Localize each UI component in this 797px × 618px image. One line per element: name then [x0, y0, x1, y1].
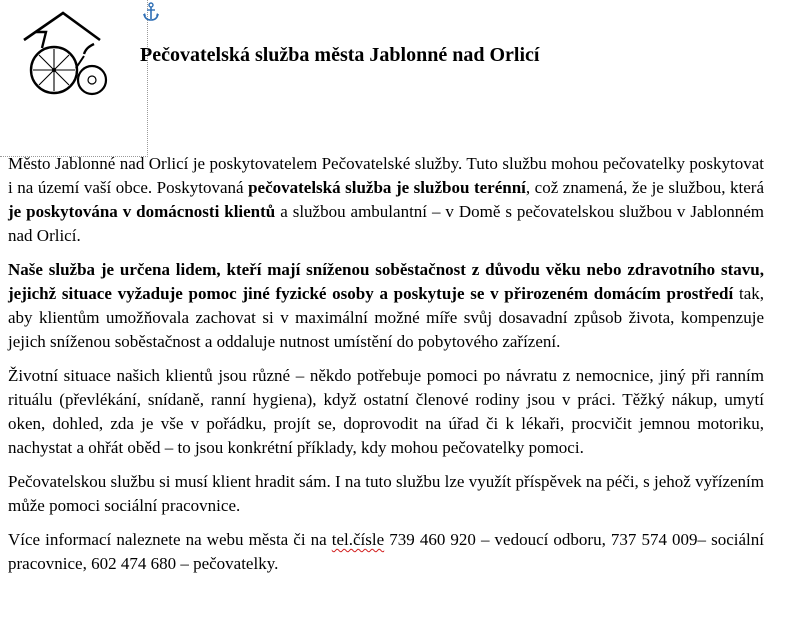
paragraph-bold-text: je poskytována v domácnosti klientů [8, 202, 276, 221]
care-service-logo-icon [20, 10, 120, 100]
paragraph-text: Město Jablonné nad Orlicí je poskytovatelem Pečovatelské služby. Tuto službu mohou pečovatelky poskytovat i na území vaší obce. Poskytovaná [8, 154, 764, 197]
logo-frame[interactable] [0, 0, 148, 157]
paragraph-text: tak, aby klientům umožňovala zachovat si v maximální možné míře svůj dosavadní způsob života, kompenzuje jejich sníženou soběstačnost a oddaluje nutnost umístění do pobytového zařízení. [8, 284, 764, 351]
paragraph-bold-text: pečovatelská služba je službou terénní [248, 178, 526, 197]
paragraph [8, 470, 764, 518]
paragraph-text: Pečovatelskou službu si musí klient hradit sám. I na tuto službu lze využít příspěvek na péči, s jehož vyřízením může pomoci sociální pracovnice. [8, 472, 764, 515]
paragraph-text: Více informací naleznete na webu města či na [8, 530, 332, 549]
paragraph [8, 528, 764, 576]
paragraph [8, 152, 764, 248]
paragraph-text: Životní situace našich klientů jsou různé – někdo potřebuje pomoci po návratu z nemocnice, jiný při ranním rituálu (převlékání, snídaně, ranní hygiena), když ostatní členové rodiny jsou v práci. Těžký nákup, umytí oken, dohled, zda je vše v pořádku, projít se, doprovodit na úřad či k lékaři, procvičit jemnou motoriku, nachystat a ohřát oběd – to jsou konkrétní příklady, kdy mohou pečovatelky pomoci. [8, 366, 764, 457]
paragraph-text: , což znamená, že je službou, která [525, 178, 764, 197]
paragraph [8, 364, 764, 460]
paragraph-text: a službou ambulantní – v Domě s pečovatelskou službou v Jablonném nad Orlicí. [8, 202, 765, 245]
anchor-icon[interactable] [142, 2, 160, 22]
page-title: Pečovatelská služba města Jablonné nad Orlicí [140, 44, 540, 66]
paragraph [8, 258, 764, 354]
spellcheck-flagged-word[interactable]: tel.čísle [331, 530, 385, 549]
paragraph-bold-text: Naše služba je určena lidem, kteří mají sníženou soběstačnost z důvodu věku nebo zdravotního stavu, jejichž situace vyžaduje pomoc jiné fyzické osoby a poskytuje se v přirozeném domácím prostředí [8, 260, 764, 303]
paragraph-text: 739 460 920 – vedoucí odboru, 737 574 009– sociální pracovnice, 602 474 680 – pečovatelky. [8, 530, 764, 573]
document-body [8, 152, 764, 586]
